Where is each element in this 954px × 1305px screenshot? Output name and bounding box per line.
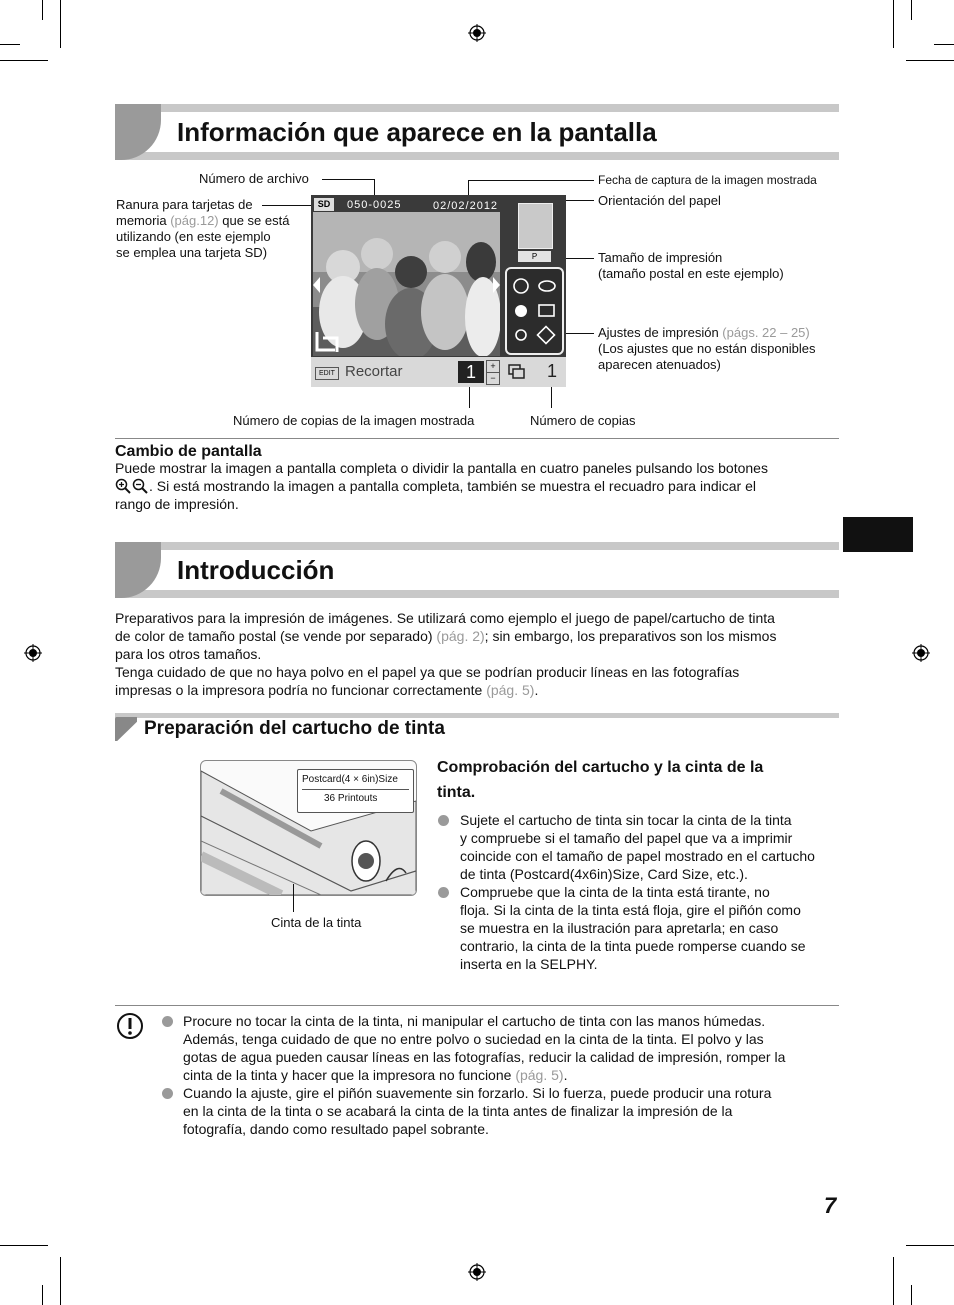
caution-1-line-4: cinta de la tinta y hacer que la impresora no funcione (pág. 5).	[183, 1067, 568, 1083]
next-arrow-icon[interactable]	[493, 277, 500, 293]
my-colors-icon	[538, 327, 555, 344]
red-eye-icon	[539, 281, 555, 291]
cartridge-label-box	[297, 769, 414, 813]
image-optimize-icon	[539, 305, 554, 316]
intro-line-4: Tenga cuidado de que no haya polvo en el papel ya que se podrían producir líneas en las fotografías	[115, 664, 740, 680]
caution-1-line-3: gotas de agua pueden causar líneas en las fotografías, reducir la calidad de impresión, romper la	[183, 1049, 786, 1065]
bullet-2-line-3: se muestra en la ilustración para apretarla; en caso	[460, 920, 779, 936]
copies-count-box[interactable]: 1	[458, 361, 484, 383]
bullet	[438, 887, 449, 898]
subsection-header-cartucho	[115, 713, 839, 741]
label-print-size-1: Tamaño de impresión	[598, 250, 723, 265]
registration-mark-bottom	[468, 1263, 486, 1281]
label-card-slot-3: utilizando (en este ejemplo	[116, 229, 271, 244]
bullet-2-line-4: contrario, la cinta de la tinta puede romperse cuando se	[460, 938, 806, 954]
intro-line-1: Preparativos para la impresión de imágenes. Se utilizará como ejemplo el juego de papel/cartucho de tinta	[115, 610, 775, 626]
zoom-out-icon	[132, 478, 149, 494]
bullet-1-line-1: Sujete el cartucho de tinta sin tocar la cinta de la tinta	[460, 812, 792, 828]
registration-mark-right	[912, 644, 930, 662]
label-capture-date: Fecha de captura de la imagen mostrada	[598, 173, 817, 187]
label-copies-total: Número de copias	[530, 413, 636, 428]
caution-2-line-1: Cuando la ajuste, gire el piñón suavemente sin forzarlo. Si lo fuerza, puede producir una rotura	[183, 1085, 772, 1101]
screen-date: 02/02/2012	[433, 200, 499, 212]
section-title: Información que aparece en la pantalla	[177, 117, 657, 147]
sd-card-badge: SD	[314, 198, 334, 211]
smooth-skin-icon	[515, 305, 527, 317]
brightness-icon	[516, 330, 526, 340]
cartridge-size-label: Postcard(4 × 6in)Size	[302, 774, 398, 785]
label-print-settings-2: (Los ajustes que no están disponibles	[598, 341, 816, 356]
section-title: Introducción	[177, 555, 335, 585]
label-card-slot-2: memoria (pág.12) que se está	[116, 213, 290, 228]
caution-divider	[115, 1005, 839, 1006]
label-print-settings-3: aparecen atenuados)	[598, 357, 721, 372]
bullet	[438, 815, 449, 826]
copies-plus-button[interactable]: +	[486, 360, 500, 373]
comprobacion-heading-1: Comprobación del cartucho y la cinta de la	[437, 759, 764, 776]
photo-children-icon	[313, 212, 500, 356]
language-side-tab	[843, 517, 913, 552]
print-size-badge: P	[518, 251, 551, 262]
ink-cartridge-illustration	[200, 760, 417, 896]
divider	[115, 438, 839, 439]
edit-mode-label: Recortar	[345, 363, 403, 380]
bullet-2-line-2: floja. Si la cinta de la tinta está floja, gire el piñón como	[460, 902, 801, 918]
bullet-2-line-1: Compruebe que la cinta de la tinta está tirante, no	[460, 884, 770, 900]
paper-orientation-icon	[518, 203, 553, 249]
zoom-in-icon	[115, 478, 132, 494]
label-paper-orientation: Orientación del papel	[598, 193, 721, 208]
caution-1-line-1: Procure no tocar la cinta de la tinta, ni manipular el cartucho de tinta con las manos húmedas.	[183, 1013, 766, 1029]
screen-file-number: 050-0025	[347, 199, 402, 211]
subsection-title: Preparación del cartucho de tinta	[144, 718, 445, 739]
section-header-introduccion	[115, 542, 839, 598]
bullet-1-line-4: de tinta (Postcard(4x6in)Size, Card Size, etc.).	[460, 866, 748, 882]
cartridge-count-label: 36 Printouts	[324, 793, 378, 804]
bullet-1-line-3: coincide con el tamaño de papel mostrado en el cartucho	[460, 848, 815, 864]
screen-bottom-bar	[311, 357, 566, 387]
label-file-number: Número de archivo	[199, 171, 309, 186]
cambio-heading: Cambio de pantalla	[115, 443, 262, 460]
intro-line-2: de color de tamaño postal (se vende por separado) (pág. 2); sin embargo, los preparativos son los mismos	[115, 628, 777, 644]
print-settings-panel	[505, 267, 564, 355]
bullet	[162, 1016, 173, 1027]
photo-preview	[313, 212, 500, 356]
cambio-line-1: Puede mostrar la imagen a pantalla completa o dividir la pantalla en cuatro paneles pulsando los botones	[115, 460, 768, 476]
edit-badge: EDIT	[315, 367, 339, 380]
total-copies-icon	[508, 364, 526, 380]
registration-mark-top	[468, 24, 486, 42]
section-header-screen-info	[115, 104, 839, 160]
intro-line-5: impresas o la impresora podría no funcionar correctamente (pág. 5).	[115, 682, 539, 698]
printer-lcd-screen	[311, 195, 566, 387]
caution-2-line-3: fotografía, dando como resultado papel sobrante.	[183, 1121, 489, 1137]
caution-1-line-2: Además, tenga cuidado de que no entre polvo o suciedad en la cinta de la tinta. El polvo y las	[183, 1031, 764, 1047]
label-copies-shown: Número de copias de la imagen mostrada	[233, 413, 475, 428]
illustration-caption: Cinta de la tinta	[271, 915, 362, 930]
prev-arrow-icon[interactable]	[313, 277, 320, 293]
bullet-1-line-2: y compruebe si el tamaño del papel que va a imprimir	[460, 830, 793, 846]
label-card-slot-1: Ranura para tarjetas de	[116, 197, 253, 212]
bullet	[162, 1088, 173, 1099]
intro-line-3: para los otros tamaños.	[115, 646, 262, 662]
cambio-line-3: rango de impresión.	[115, 496, 239, 512]
label-card-slot-4: se emplea una tarjeta SD)	[116, 245, 268, 260]
bullet-2-line-5: inserta en la SELPHY.	[460, 956, 598, 972]
date-print-icon	[514, 279, 528, 293]
caution-2-line-2: en la cinta de la tinta o se acabará la cinta de la tinta antes de finalizar la impresión de la	[183, 1103, 733, 1119]
copies-minus-button[interactable]: −	[486, 372, 500, 385]
label-print-size-2: (tamaño postal en este ejemplo)	[598, 266, 784, 281]
caution-icon	[116, 1012, 144, 1040]
cambio-line-2: . Si está mostrando la imagen a pantalla completa, también se muestra el recuadro para indicar el	[115, 477, 756, 495]
total-copies-value: 1	[547, 361, 558, 381]
label-print-settings-1: Ajustes de impresión (págs. 22 – 25)	[598, 325, 810, 340]
registration-mark-left	[24, 644, 42, 662]
comprobacion-heading-2: tinta.	[437, 784, 476, 801]
page-number: 7	[824, 1193, 837, 1218]
